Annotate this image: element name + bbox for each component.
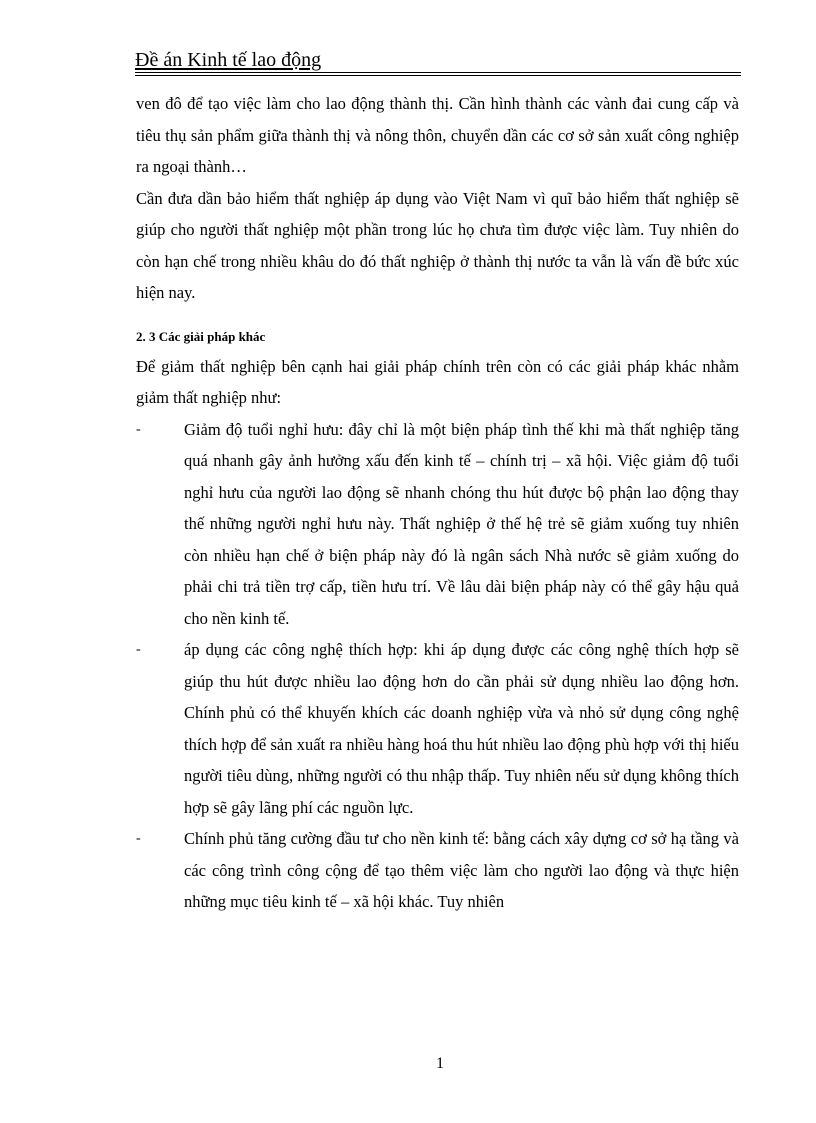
header-rule bbox=[135, 72, 741, 76]
list-item-text: Giảm độ tuổi nghỉ hưu: đây chỉ là một biện pháp tình thế khi mà thất nghiệp tăng quá nhanh gây ảnh hưởng xấu đến kinh tế – chính trị – xã hội. Việc giảm độ tuổi nghỉ hưu của người lao động sẽ nhanh chóng thu hút được bộ phận lao động thay thế những người nghỉ hưu này. Thất nghiệp ở thế hệ trẻ sẽ giảm xuống tuy nhiên còn nhiều hạn chế ở biện pháp này đó là ngân sách Nhà nước sẽ giảm xuống do phải chi trả tiền trợ cấp, tiền hưu trí. Về lâu dài biện pháp này có thể gây hậu quả cho nền kinh tế. bbox=[184, 419, 739, 628]
section-heading: 2. 3 Các giải pháp khác bbox=[136, 328, 266, 344]
paragraph-1: ven đô để tạo việc làm cho lao động thành thị. Cần hình thành các vành đai cung cấp và tiêu thụ sản phẩm giữa thành thị và nông thôn, chuyển dần các cơ sở sản xuất công nghiệp ra ngoại thành… bbox=[136, 94, 739, 176]
list-item bbox=[136, 414, 739, 635]
list-item bbox=[136, 634, 739, 823]
page-number: 1 bbox=[436, 1055, 444, 1072]
document-body bbox=[136, 88, 739, 918]
list-item bbox=[136, 823, 739, 918]
list-item-text: áp dụng các công nghệ thích hợp: khi áp dụng được các công nghệ thích hợp sẽ giúp thu hút được nhiều lao động hơn do cần phải sử dụng nhiều lao động hơn. Chính phủ có thể khuyến khích các doanh nghiệp vừa và nhỏ sử dụng công nghệ thích hợp để sản xuất ra nhiều hàng hoá thu hút nhiều lao động phù hợp với thị hiếu người tiêu dùng, những người có thu nhập thấp. Tuy nhiên nếu sử dụng không thích hợp sẽ gây lãng phí các nguồn lực. bbox=[184, 640, 739, 817]
intro-paragraph: Để giảm thất nghiệp bên cạnh hai giải pháp chính trên còn có các giải pháp khác nhằm giảm thất nghiệp như: bbox=[136, 356, 739, 407]
bullet-dash-icon: - bbox=[136, 642, 141, 657]
solutions-list bbox=[136, 414, 739, 918]
bullet-dash-icon: - bbox=[136, 831, 141, 846]
bullet-dash-icon: - bbox=[136, 421, 141, 437]
list-item-text: Chính phủ tăng cường đầu tư cho nền kinh tế: bằng cách xây dựng cơ sở hạ tầng và các công trình công cộng để tạo thêm việc làm cho người lao động và thực hiện những mục tiêu kinh tế – xã hội khác. Tuy nhiên bbox=[184, 829, 739, 911]
page-header bbox=[135, 48, 741, 76]
paragraph-2: Cần đưa dần bảo hiểm thất nghiệp áp dụng vào Việt Nam vì quĩ bảo hiểm thất nghiệp sẽ giúp cho người thất nghiệp một phần trong lúc họ chưa tìm được việc làm. Tuy nhiên do còn hạn chế trong nhiều khâu do đó thất nghiệp ở thành thị nước ta vẫn là vấn đề bức xúc hiện nay. bbox=[136, 188, 739, 302]
document-title: Đề án Kinh tế lao động bbox=[135, 49, 322, 71]
